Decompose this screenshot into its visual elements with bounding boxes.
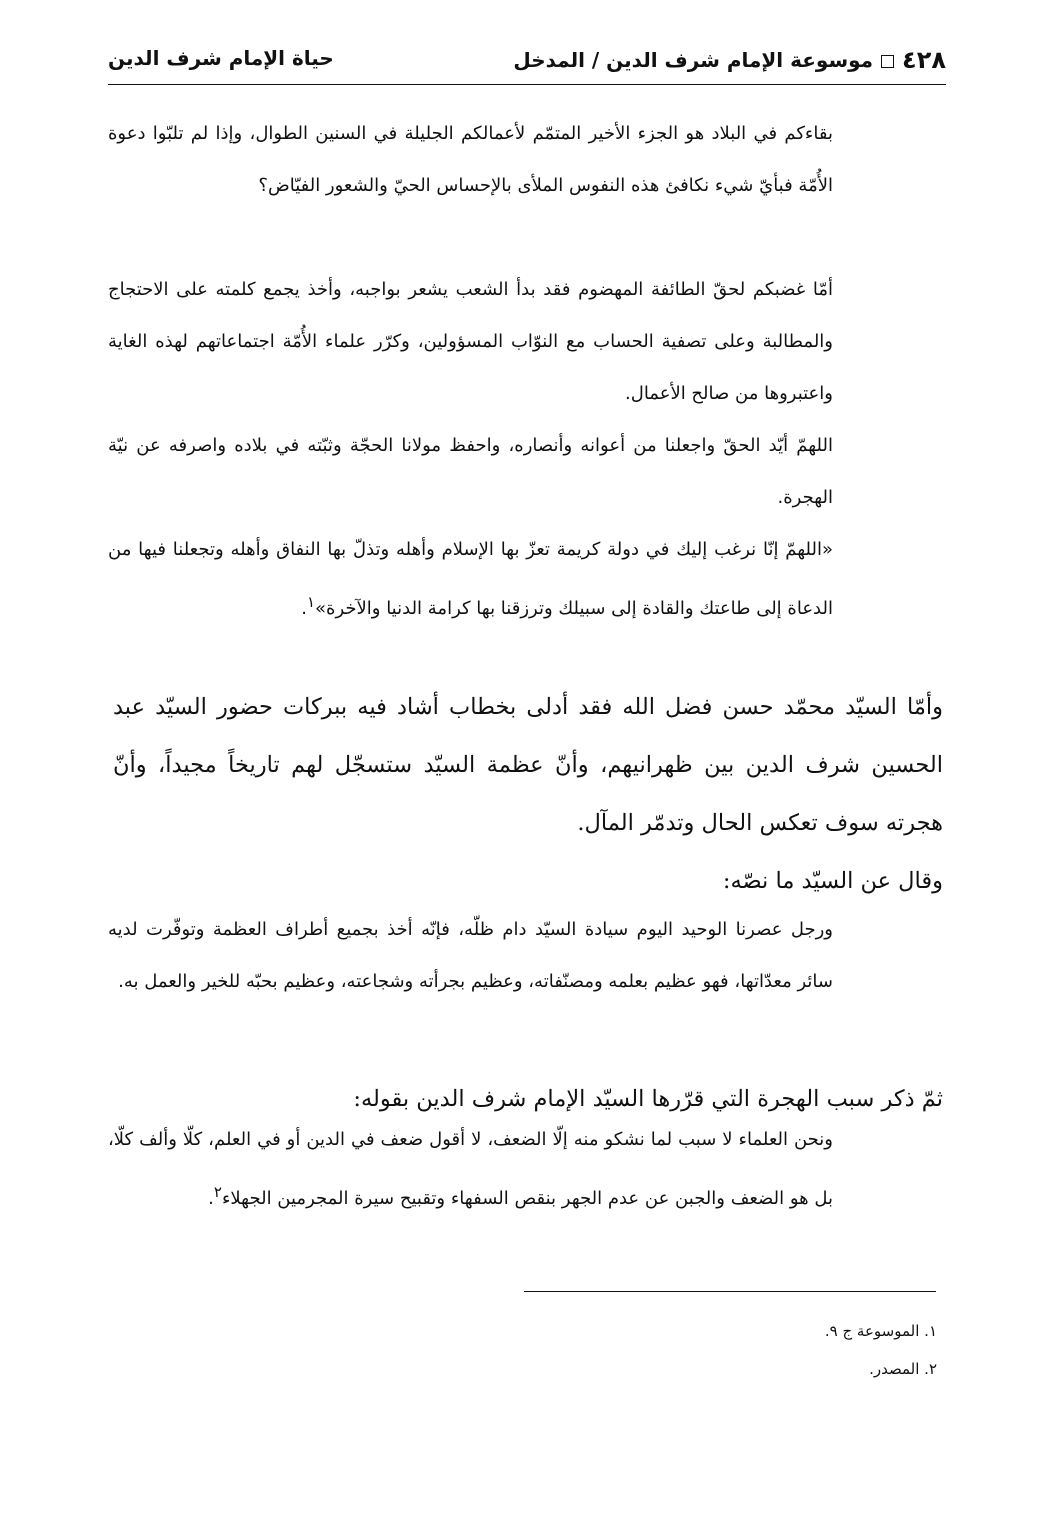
quote-paragraph-4 [108, 524, 833, 635]
body-paragraph-2 [113, 852, 943, 910]
paragraph-text [108, 1114, 833, 1225]
paragraph-text: اللهمّ أيّد الحقّ واجعلنا من أعوانه وأنصاره، واحفظ مولانا الحجّة وثبّته في بلاده واصرفه عن نيّة الهجرة. [108, 435, 833, 508]
page-number: ٤٢٨ [902, 46, 946, 74]
header-divider [108, 84, 946, 85]
body-paragraph-1 [113, 678, 943, 852]
paragraph-text: ثمّ ذكر سبب الهجرة التي قرّرها السيّد الإمام شرف الدين بقوله: [353, 1086, 943, 1112]
paragraph-text: وقال عن السيّد ما نصّه: [722, 868, 943, 894]
quote-paragraph-5 [108, 904, 833, 1008]
quote-paragraph-3 [108, 420, 833, 524]
quote-paragraph-2 [108, 264, 833, 420]
paragraph-text: بقاءكم في البلاد هو الجزء الأخير المتمّم لأعمالكم الجليلة في السنين الطوال، وإذا لم تلبّوا دعوة الأُمّة فبأيّ شيء نكافئ هذه النفوس الملأى بالإحساس الحيّ والشعور الفيّاض؟ [108, 123, 833, 196]
square-bullet-icon [881, 55, 894, 68]
footnote-1: ١. الموسوعة ج ٩. [824, 1322, 937, 1340]
paragraph-text: وأمّا السيّد محمّد حسن فضل الله فقد أدلى بخطاب أشاد فيه ببركات حضور السيّد عبد الحسين شرف الدين بين ظهرانيهم، وأنّ عظمة السيّد ستسجّل لهم تاريخاً مجيداً، وأنّ هجرته سوف تعكس الحال وتدمّر المآل. [113, 694, 943, 836]
footnotes [437, 1312, 937, 1388]
paragraph-text [108, 524, 833, 635]
running-title: حياة الإمام شرف الدين [108, 46, 334, 70]
paragraph-text: أمّا غضبكم لحقّ الطائفة المهضوم فقد بدأ الشعب يشعر بواجبه، وأخذ يجمع كلمته على الاحتجاج والمطالبة وعلى تصفية الحساب مع النوّاب المسؤولين، وكرّر علماء الأُمّة اجتماعاتهم لهذه الغاية واعتبروها من صالح الأعمال. [108, 279, 833, 404]
quote-text: ونحن العلماء لا سبب لما نشكو منه إلّا الضعف، لا أقول ضعف في الدين أو في العلم، كلّا وألف كلّا، بل هو الضعف والجبن عن عدم الجهر بنقص السفهاء وتقبيح سيرة المجرمين الجهلاء [108, 1129, 833, 1209]
footnote-marker-1: ١ [306, 593, 316, 611]
header-section-info [513, 46, 946, 74]
sentence-end: . [301, 598, 307, 619]
footnote-marker-2: ٢ [213, 1183, 222, 1201]
paragraph-text: ورجل عصرنا الوحيد اليوم سيادة السيّد دام ظلّه، فإنّه أخذ بجميع أطراف العظمة وتوفّرت لديه سائر معدّاتها، فهو عظيم بعلمه ومصنّفاته، وعظيم بجرأته وشجاعته، وعظيم بحبّه للخير والعمل به. [108, 919, 833, 992]
quote-text: «اللهمّ إنّا نرغب إليك في دولة كريمة تعزّ بها الإسلام وأهله وتذلّ بها النفاق وأهله وتجعلنا فيها من الدعاة إلى طاعتك والقادة إلى سبيلك وترزقنا بها كرامة الدنيا والآخرة» [108, 539, 833, 619]
section-title: موسوعة الإمام شرف الدين / المدخل [513, 48, 874, 72]
quote-paragraph-6 [108, 1114, 833, 1225]
footnote-divider [524, 1291, 936, 1292]
page-header [108, 40, 946, 80]
quote-paragraph-1 [108, 108, 833, 212]
footnote-2: ٢. المصدر. [869, 1360, 937, 1378]
sentence-end: . [208, 1188, 214, 1209]
